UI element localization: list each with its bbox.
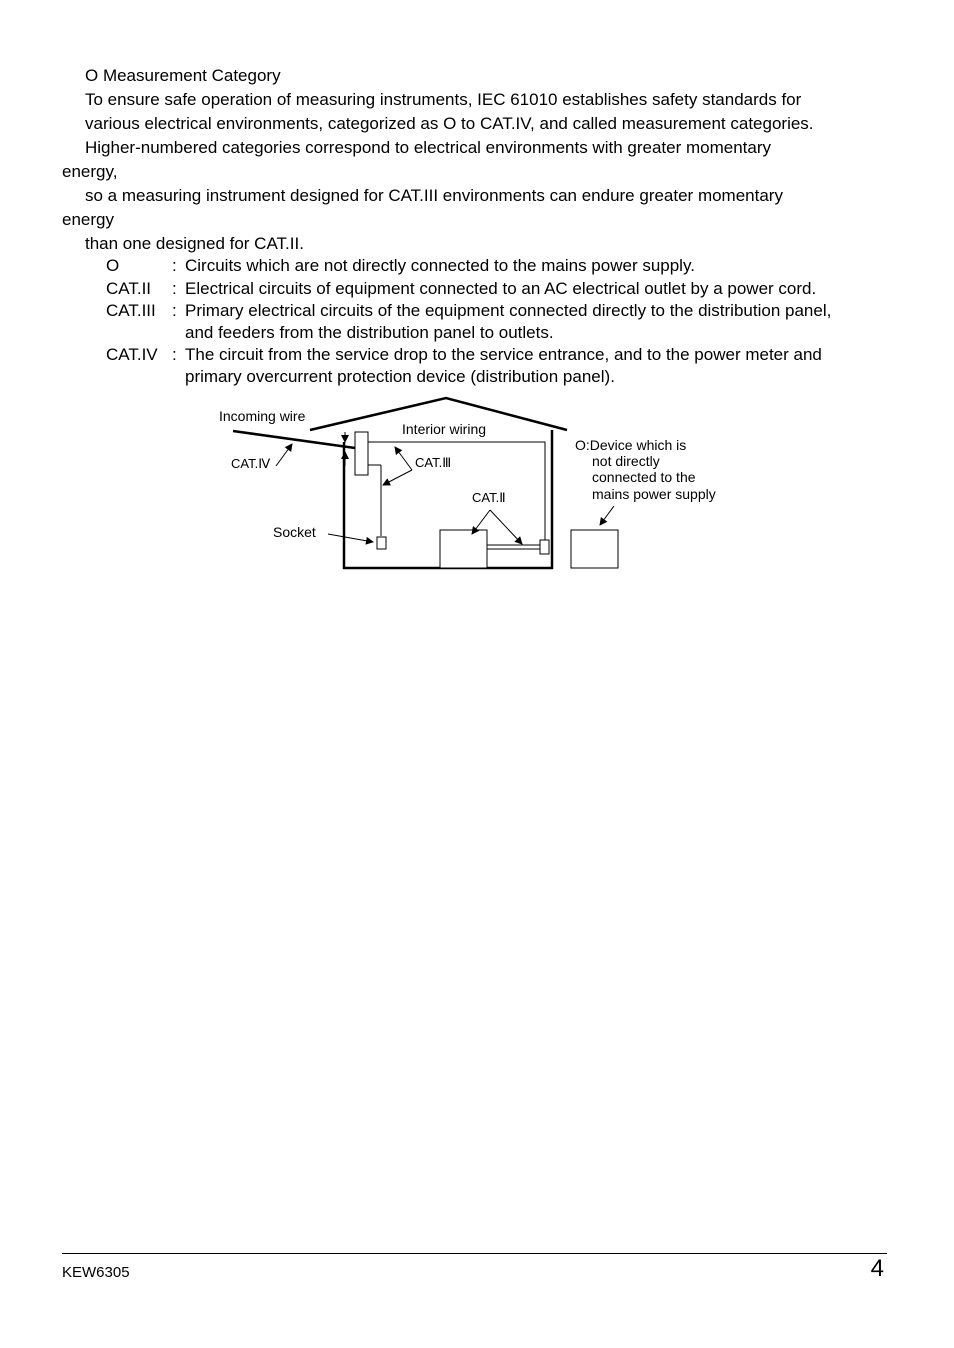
category-colon: : [172, 345, 177, 364]
device-arrow [600, 506, 614, 525]
section-heading: O Measurement Category [85, 66, 281, 85]
category-desc-cat2: Electrical circuits of equipment connected to an AC electrical outlet by a power cord. [185, 279, 817, 298]
distribution-panel [355, 432, 368, 475]
category-desc-o: Circuits which are not directly connected to the mains power supply. [185, 256, 695, 275]
cat4-label: CAT.Ⅳ [231, 456, 271, 471]
socket-arrow [328, 534, 373, 542]
paragraph-line: than one designed for CAT.II. [85, 234, 304, 253]
outside-device-box [571, 530, 618, 568]
paragraph-line: energy, [62, 162, 118, 181]
paragraph-line: so a measuring instrument designed for CAT.III environments can endure greater momentary [85, 186, 783, 205]
category-colon: : [172, 301, 177, 320]
category-desc-cat3-line2: and feeders from the distribution panel to outlets. [185, 323, 554, 342]
outlet [540, 540, 549, 554]
cat3-label: CAT.Ⅲ [415, 455, 452, 470]
cat3-arrow [395, 447, 412, 470]
socket [377, 537, 386, 549]
category-desc-cat4-line2: primary overcurrent protection device (distribution panel). [185, 367, 615, 386]
socket-label: Socket [273, 524, 316, 540]
device-label-line2: not directly [592, 453, 660, 469]
paragraph-line: various electrical environments, categorized as O to CAT.IV, and called measurement categories. [85, 114, 814, 133]
paragraph-line: energy [62, 210, 114, 229]
footer-divider [62, 1253, 887, 1254]
category-term-o: O [106, 256, 120, 275]
interior-wiring-label: Interior wiring [402, 421, 487, 437]
footer-model-name: KEW6305 [62, 1264, 130, 1281]
category-colon: : [172, 279, 177, 298]
page-number: 4 [870, 1255, 884, 1282]
device-label-line3: connected to the [592, 469, 696, 485]
device-label-line1: O:Device which is [575, 437, 687, 453]
category-desc-cat3-line1: Primary electrical circuits of the equipment connected directly to the distribution panel, [185, 301, 832, 320]
category-desc-cat4-line1: The circuit from the service drop to the service entrance, and to the power meter and [185, 345, 822, 364]
category-term-cat3: CAT.III [106, 301, 156, 320]
cat4-arrow [276, 444, 292, 466]
measurement-category-diagram [200, 390, 760, 580]
cat2-arrow [490, 510, 522, 544]
device-label-line4: mains power supply [592, 486, 716, 502]
cat2-label: CAT.Ⅱ [472, 490, 506, 505]
equipment-box [440, 530, 487, 568]
category-term-cat2: CAT.II [106, 279, 152, 298]
category-term-cat4: CAT.IV [106, 345, 158, 364]
paragraph-line: Higher-numbered categories correspond to electrical environments with greater momentary [85, 138, 771, 157]
incoming-wire-line [233, 431, 355, 448]
paragraph-line: To ensure safe operation of measuring instruments, IEC 61010 establishes safety standards for [85, 90, 802, 109]
interior-wiring-line [368, 442, 545, 540]
category-colon: : [172, 256, 177, 275]
incoming-wire-label: Incoming wire [219, 408, 306, 424]
cat3-arrow [383, 470, 412, 485]
